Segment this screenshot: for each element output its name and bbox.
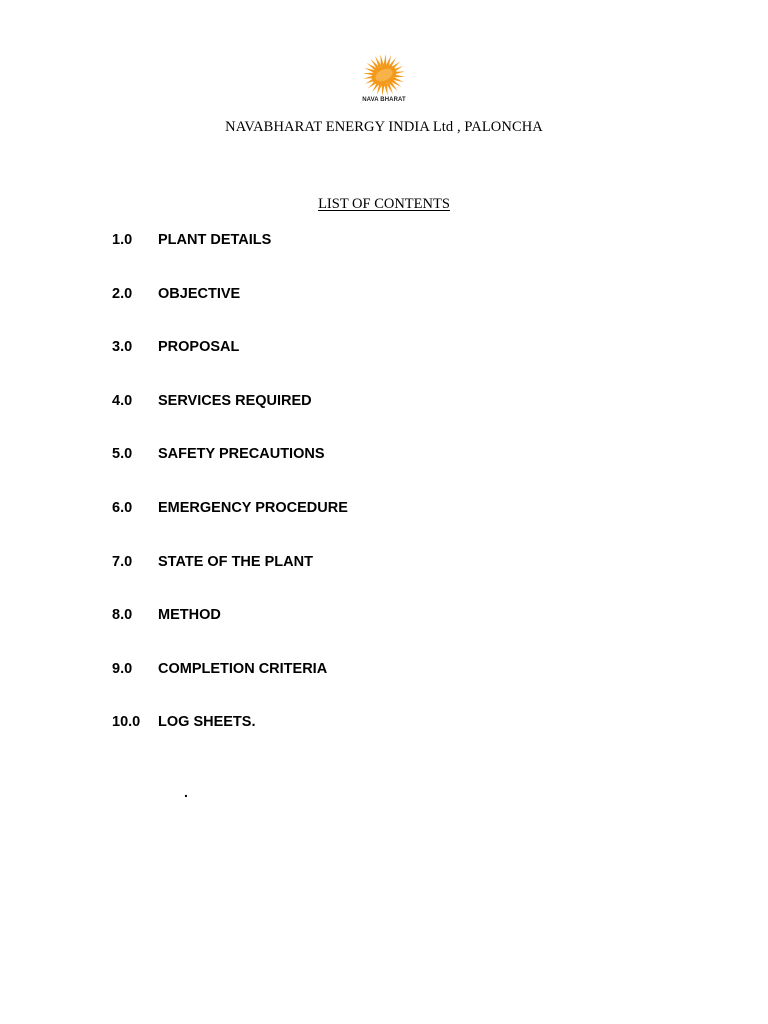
logo-text: NAVA BHARAT [362, 97, 406, 103]
toc-item-number: 6.0 [112, 500, 133, 516]
toc-item-number: 8.0 [112, 607, 133, 624]
toc-item-number: 9.0 [112, 660, 133, 677]
toc-item [112, 714, 672, 734]
toc-item-label: LOG SHEETS. [158, 714, 256, 731]
toc-item-number: 3.0 [112, 339, 133, 356]
sun-logo-icon [356, 54, 412, 98]
company-logo [356, 54, 412, 108]
toc-item-label: COMPLETION CRITERIA [158, 660, 328, 677]
toc-item-label: SERVICES REQUIRED [158, 392, 312, 409]
toc-item [112, 393, 672, 413]
toc-item [112, 286, 672, 306]
toc-item-number: 10.0 [112, 714, 141, 731]
toc-item-number: 5.0 [112, 446, 133, 463]
toc-item-number: 2.0 [112, 285, 133, 302]
toc-item-label: PROPOSAL [158, 339, 240, 356]
trailing-period: . [184, 784, 188, 800]
toc-item [112, 500, 672, 520]
toc-item-label: METHOD [158, 607, 221, 624]
toc-item [112, 661, 672, 681]
toc-item-label: STATE OF THE PLANT [158, 553, 313, 570]
toc-item-label: EMERGENCY PROCEDURE [158, 500, 348, 516]
toc-item [112, 607, 672, 627]
company-name: NAVABHARAT ENERGY INDIA Ltd , PALONCHA [225, 119, 543, 135]
toc-item [112, 446, 672, 466]
toc-item-label: PLANT DETAILS [158, 232, 272, 248]
toc-item [112, 339, 672, 359]
toc-item [112, 232, 672, 252]
toc-item-number: 7.0 [112, 553, 133, 570]
toc-item [112, 554, 672, 574]
toc-item-label: SAFETY PRECAUTIONS [158, 446, 325, 463]
toc-title: LIST OF CONTENTS [318, 196, 450, 212]
toc-item-label: OBJECTIVE [158, 285, 241, 302]
toc-item-number: 1.0 [112, 232, 133, 248]
toc-item-number: 4.0 [112, 392, 133, 409]
